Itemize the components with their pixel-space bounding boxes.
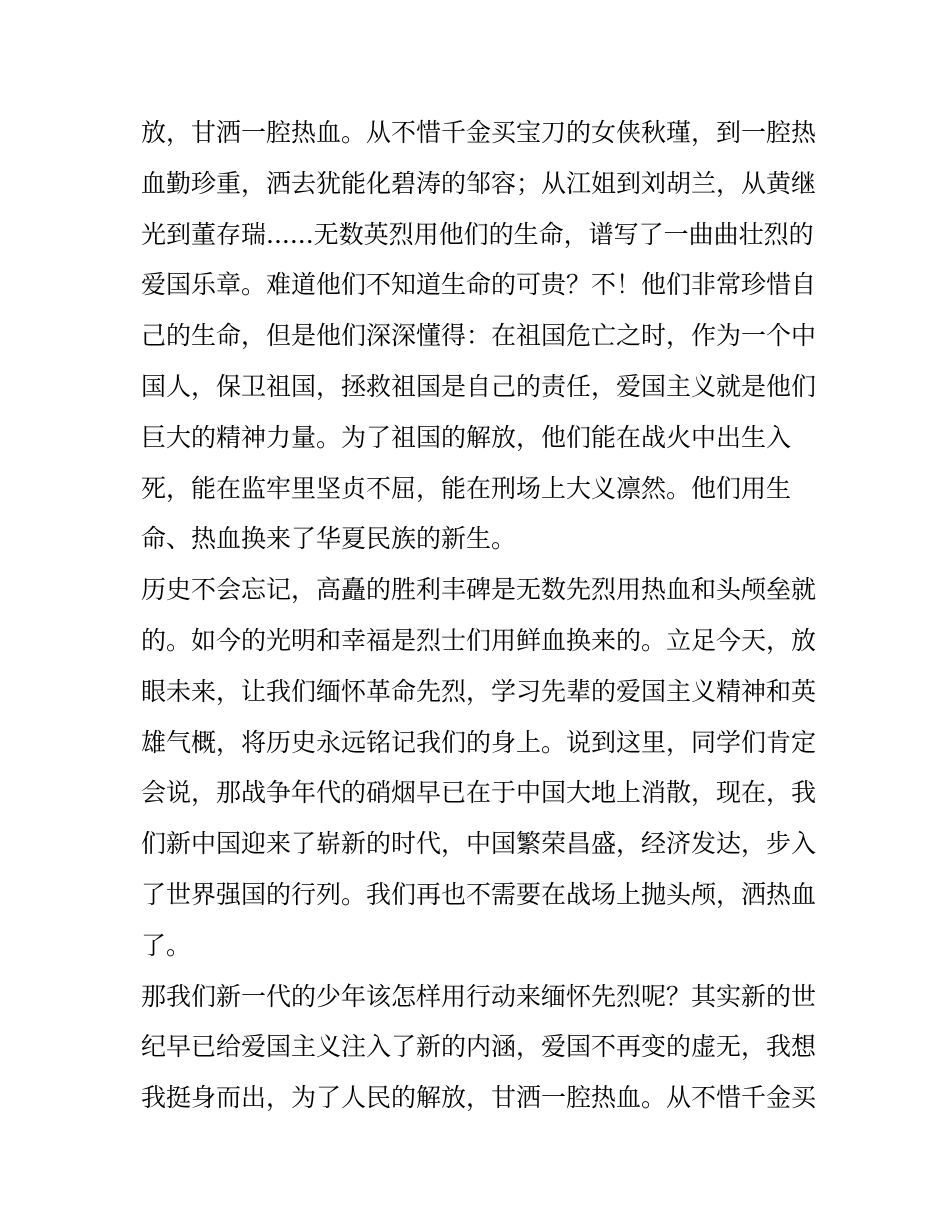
text-line: 我挺身而出，为了人民的解放，甘洒一腔热血。从不惜千金买	[141, 1083, 817, 1113]
text-line: 会说，那战争年代的硝烟早已在于中国大地上消散，现在，我	[141, 778, 817, 808]
text-line: 了世界强国的行列。我们再也不需要在战场上抛头颅，洒热血	[141, 879, 817, 909]
text-line: 放，甘洒一腔热血。从不惜千金买宝刀的女侠秋瑾，到一腔热	[141, 118, 817, 147]
text-line: 眼未来，让我们缅怀革命先烈，学习先辈的爱国主义精神和英	[141, 676, 817, 706]
text-line: 国人，保卫祖国，拯救祖国是自己的责任，爱国主义就是他们	[141, 371, 817, 401]
body-text	[141, 108, 821, 1124]
text-line: 了。	[141, 930, 192, 960]
text-line: 血勤珍重，洒去犹能化碧涛的邹容；从江姐到刘胡兰，从黄继	[141, 168, 817, 198]
text-line: 们新中国迎来了崭新的时代，中国繁荣昌盛，经济发达，步入	[141, 829, 817, 859]
text-line: 己的生命，但是他们深深懂得：在祖国危亡之时，作为一个中	[141, 321, 817, 351]
text-line: 雄气概，将历史永远铭记我们的身上。说到这里，同学们肯定	[141, 727, 817, 757]
text-line: 巨大的精神力量。为了祖国的解放，他们能在战火中出生入	[141, 422, 792, 452]
text-line: 爱国乐章。难道他们不知道生命的可贵？不！他们非常珍惜自	[141, 270, 817, 300]
text-line: 那我们新一代的少年该怎样用行动来缅怀先烈呢？其实新的世	[141, 981, 817, 1011]
text-line: 光到董存瑞......无数英烈用他们的生命，谱写了一曲曲壮烈的	[141, 219, 814, 249]
text-line: 命、热血换来了华夏民族的新生。	[141, 524, 517, 554]
text-line: 纪早已给爱国主义注入了新的内涵，爱国不再变的虚无，我想	[141, 1032, 817, 1062]
text-line: 历史不会忘记，高矗的胜利丰碑是无数先烈用热血和头颅垒就	[141, 575, 817, 605]
text-line: 的。如今的光明和幸福是烈士们用鲜血换来的。立足今天，放	[141, 625, 817, 655]
text-line: 死，能在监牢里坚贞不屈，能在刑场上大义凛然。他们用生	[141, 473, 792, 503]
